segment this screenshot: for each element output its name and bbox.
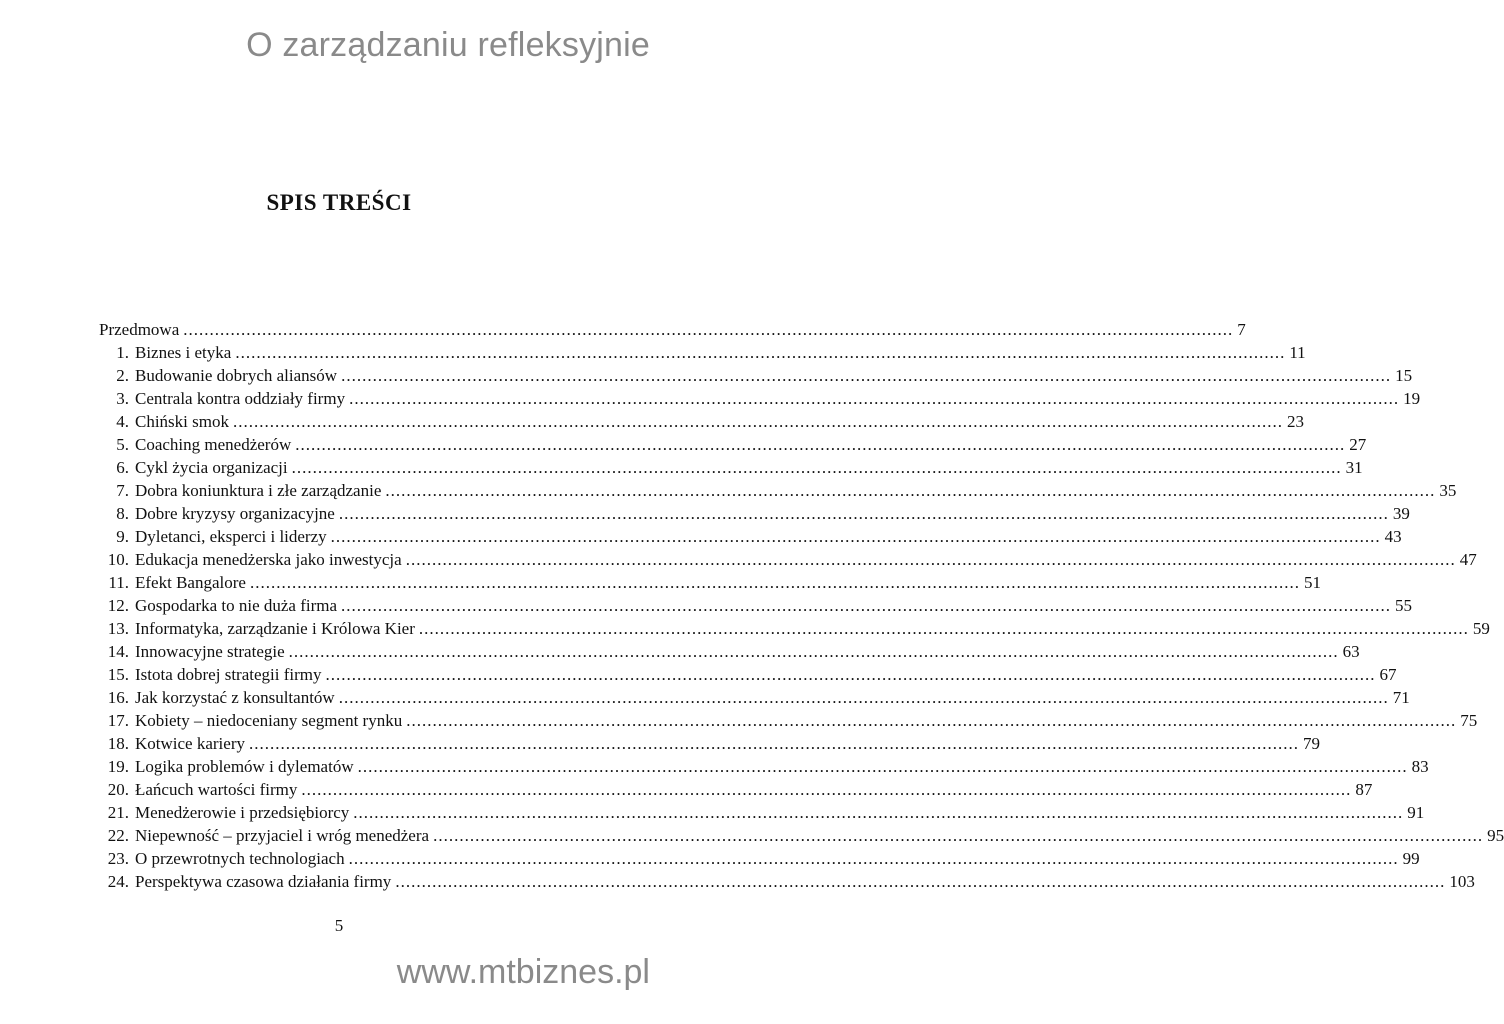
toc-entry-page: 99 xyxy=(1402,849,1420,868)
toc-entry-number: 12. xyxy=(107,596,129,615)
toc-entry-label: Gospodarka to nie duża firma xyxy=(135,596,338,615)
toc-entry[interactable] xyxy=(99,433,1367,456)
toc-entry-number: 24. xyxy=(107,872,129,891)
toc-entry-label: Jak korzystać z konsultantów xyxy=(135,688,335,707)
toc-entry[interactable] xyxy=(99,663,1397,686)
toc-dot-leader: ........................................................................................................................................................................................................ xyxy=(295,435,1346,454)
toc-entry-number: 18. xyxy=(107,734,129,753)
toc-entry-number: 19. xyxy=(107,757,129,776)
toc-entry-label: Łańcuch wartości firmy xyxy=(135,780,298,799)
toc-entry-page: 47 xyxy=(1459,550,1477,569)
toc-entry-number: 17. xyxy=(107,711,129,730)
toc-entry-number: 16. xyxy=(107,688,129,707)
toc-entry-label: Dyletanci, eksperci i liderzy xyxy=(135,527,327,546)
toc-entry-number: 10. xyxy=(107,550,129,569)
toc-entry[interactable] xyxy=(99,755,1429,778)
toc-entry-number: 6. xyxy=(116,458,129,477)
toc-dot-leader: ........................................................................................................................................................................................................ xyxy=(338,688,1389,707)
toc-entry[interactable] xyxy=(99,847,1420,870)
toc-entry-page: 31 xyxy=(1345,458,1363,477)
toc-entry-label: Innowacyjne strategie xyxy=(135,642,285,661)
toc-dot-leader: ........................................................................................................................................................................................................ xyxy=(301,780,1352,799)
toc-dot-leader: ........................................................................................................................................................................................................ xyxy=(249,573,1300,592)
toc-entry-page: 19 xyxy=(1403,389,1421,408)
toc-entry[interactable] xyxy=(99,387,1421,410)
footer-url[interactable]: www.mtbiznes.pl xyxy=(396,953,650,991)
toc-entry-label: Dobre kryzysy organizacyjne xyxy=(135,504,335,523)
toc-entry-label: Kotwice kariery xyxy=(135,734,245,753)
toc-entry-label: Edukacja menedżerska jako inwestycja xyxy=(135,550,402,569)
toc-dot-leader: ........................................................................................................................................................................................................ xyxy=(353,803,1404,822)
toc-entry-label: Chiński smok xyxy=(135,412,229,431)
toc-heading: SPIS TREŚCI xyxy=(266,190,412,215)
toc-entry[interactable] xyxy=(99,732,1320,755)
toc-entry-page: 35 xyxy=(1439,481,1457,500)
toc-entry-page: 39 xyxy=(1392,504,1410,523)
toc-entry[interactable] xyxy=(99,778,1373,801)
toc-entry-number: 14. xyxy=(107,642,129,661)
toc-entry-label: Efekt Bangalore xyxy=(135,573,246,592)
toc-entry-page: 7 xyxy=(1237,320,1246,339)
toc-entry[interactable] xyxy=(99,410,1304,433)
toc-entry[interactable] xyxy=(99,525,1402,548)
toc-dot-leader: ........................................................................................................................................................................................................ xyxy=(433,826,1484,845)
toc-dot-leader: ........................................................................................................................................................................................................ xyxy=(349,389,1400,408)
toc-entry-page: 87 xyxy=(1355,780,1373,799)
toc-entry-number: 8. xyxy=(116,504,129,523)
toc-entry[interactable] xyxy=(99,548,1477,571)
toc-entry-label: Kobiety – niedoceniany segment rynku xyxy=(135,711,403,730)
toc-entry-page: 75 xyxy=(1460,711,1478,730)
toc-entry-label: Cykl życia organizacji xyxy=(135,458,288,477)
toc-entry[interactable] xyxy=(99,801,1425,824)
toc-entry[interactable] xyxy=(99,594,1413,617)
toc-entry-page: 95 xyxy=(1487,826,1504,845)
toc-entry-number: 20. xyxy=(107,780,129,799)
toc-entry[interactable] xyxy=(99,502,1410,525)
toc-entry[interactable] xyxy=(99,479,1457,502)
toc-entry-number: 2. xyxy=(116,366,129,385)
toc-entry-label: Niepewność – przyjaciel i wróg menedżera xyxy=(135,826,430,845)
toc-entry-page: 79 xyxy=(1302,734,1320,753)
toc-dot-leader: ........................................................................................................................................................................................................ xyxy=(183,320,1234,339)
toc-entry[interactable] xyxy=(99,870,1475,893)
toc-entry-label: Biznes i etyka xyxy=(135,343,232,362)
toc-entry[interactable] xyxy=(99,364,1413,387)
toc-entry-label: Coaching menedżerów xyxy=(135,435,292,454)
page-number: 5 xyxy=(334,916,344,935)
toc-entry-number: 22. xyxy=(107,826,129,845)
toc-entry-label: Informatyka, zarządzanie i Królowa Kier xyxy=(135,619,415,638)
table-of-contents xyxy=(99,318,1504,893)
toc-entry-page: 71 xyxy=(1392,688,1410,707)
toc-entry[interactable] xyxy=(99,640,1360,663)
toc-entry-label: Menedżerowie i przedsiębiorcy xyxy=(135,803,350,822)
toc-entry-number: 4. xyxy=(116,412,129,431)
toc-entry-label: Centrala kontra oddziały firmy xyxy=(135,389,346,408)
toc-dot-leader: ........................................................................................................................................................................................................ xyxy=(385,481,1436,500)
toc-entry-label: Perspektywa czasowa działania firmy xyxy=(135,872,392,891)
toc-entry-page: 11 xyxy=(1289,343,1306,362)
toc-entry-number: 7. xyxy=(116,481,129,500)
toc-entry-label: Istota dobrej strategii firmy xyxy=(135,665,322,684)
toc-entry-page: 91 xyxy=(1407,803,1425,822)
toc-dot-leader: ........................................................................................................................................................................................................ xyxy=(325,665,1376,684)
header-title: O zarządzaniu refleksyjnie xyxy=(246,26,650,64)
toc-entry-page: 43 xyxy=(1384,527,1402,546)
toc-entry-page: 51 xyxy=(1303,573,1321,592)
toc-dot-leader: ........................................................................................................................................................................................................ xyxy=(338,504,1389,523)
toc-entry-page: 55 xyxy=(1395,596,1413,615)
toc-entry-label: Przedmowa xyxy=(99,320,180,339)
toc-entry-number: 13. xyxy=(107,619,129,638)
toc-dot-leader: ........................................................................................................................................................................................................ xyxy=(248,734,1299,753)
toc-entry[interactable] xyxy=(99,341,1306,364)
toc-entry-page: 83 xyxy=(1411,757,1429,776)
toc-entry-label: Budowanie dobrych aliansów xyxy=(135,366,338,385)
toc-entry[interactable] xyxy=(99,318,1246,341)
toc-entry-page: 23 xyxy=(1287,412,1304,431)
toc-dot-leader: ........................................................................................................................................................................................................ xyxy=(341,596,1392,615)
toc-entry[interactable] xyxy=(99,571,1321,594)
toc-entry-page: 63 xyxy=(1342,642,1360,661)
toc-entry-number: 9. xyxy=(116,527,129,546)
toc-entry-label: Dobra koniunktura i złe zarządzanie xyxy=(135,481,382,500)
toc-entry-number: 21. xyxy=(107,803,129,822)
toc-entry-number: 15. xyxy=(107,665,129,684)
toc-dot-leader: ........................................................................................................................................................................................................ xyxy=(418,619,1469,638)
toc-entry-page: 27 xyxy=(1349,435,1367,454)
toc-entry[interactable] xyxy=(99,617,1490,640)
toc-entry-page: 103 xyxy=(1449,872,1475,891)
toc-dot-leader: ........................................................................................................................................................................................................ xyxy=(288,642,1339,661)
toc-entry-page: 15 xyxy=(1395,366,1413,385)
toc-dot-leader: ........................................................................................................................................................................................................ xyxy=(291,458,1342,477)
toc-entry[interactable] xyxy=(99,824,1504,847)
toc-dot-leader: ........................................................................................................................................................................................................ xyxy=(395,872,1446,891)
toc-entry-number: 3. xyxy=(116,389,129,408)
toc-entry-number: 23. xyxy=(107,849,129,868)
toc-entry-number: 1. xyxy=(116,343,129,362)
toc-entry-page: 67 xyxy=(1379,665,1397,684)
toc-dot-leader: ........................................................................................................................................................................................................ xyxy=(348,849,1399,868)
toc-entry[interactable] xyxy=(99,709,1478,732)
toc-dot-leader: ........................................................................................................................................................................................................ xyxy=(330,527,1381,546)
toc-dot-leader: ........................................................................................................................................................................................................ xyxy=(341,366,1392,385)
toc-entry[interactable] xyxy=(99,456,1363,479)
toc-dot-leader: ........................................................................................................................................................................................................ xyxy=(406,711,1457,730)
toc-entry-number: 5. xyxy=(116,435,129,454)
toc-dot-leader: ........................................................................................................................................................................................................ xyxy=(357,757,1408,776)
toc-dot-leader: ........................................................................................................................................................................................................ xyxy=(405,550,1456,569)
toc-entry-label: O przewrotnych technologiach xyxy=(135,849,345,868)
toc-entry-page: 59 xyxy=(1472,619,1490,638)
toc-entry-label: Logika problemów i dylematów xyxy=(135,757,354,776)
toc-dot-leader: ........................................................................................................................................................................................................ xyxy=(233,412,1283,431)
toc-entry[interactable] xyxy=(99,686,1410,709)
toc-dot-leader: ........................................................................................................................................................................................................ xyxy=(235,343,1286,362)
toc-entry-number: 11. xyxy=(108,573,129,592)
